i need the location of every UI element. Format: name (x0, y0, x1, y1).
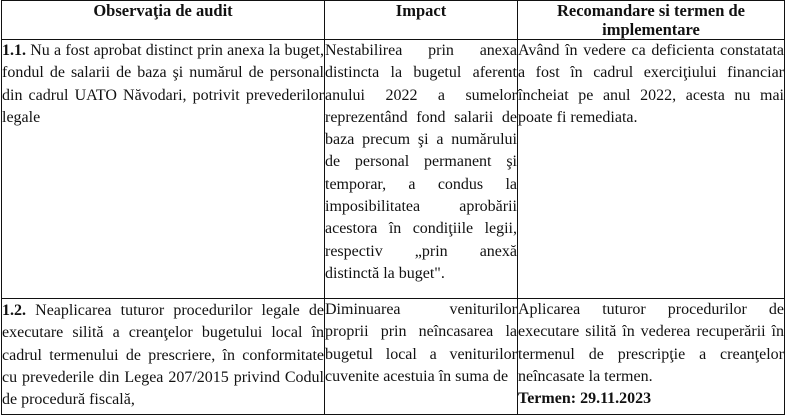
recommendation-text: Aplicarea tuturor procedurilor de executare silită în vederea recuperării în termenul de prescripţie a creanţelor neîncasate la termen. (518, 301, 784, 385)
recommendation-cell (518, 299, 785, 415)
audit-table (1, 0, 785, 415)
impact-cell (325, 299, 518, 415)
observation-cell (2, 40, 325, 299)
table-row (2, 40, 785, 299)
header-recommendation: Recomandare si termen de implementare (518, 1, 785, 40)
impact-text: Nestabilirea prin anexa distincta la bugetul aferent anului 2022 a sumelor reprezentând fond salarii de baza precum şi a numărului de personal permanent şi temporar, a condus la imposibilitatea aprobării acestora în condiţiile legii, respectiv „prin anexă distinctă la buget". (325, 42, 517, 282)
header-row (2, 1, 785, 40)
row-number: 1.2. (2, 302, 26, 319)
observation-text: Neaplicarea tuturor procedurilor legale de executare silită a creanţelor bugetului local în cadrul termenului de prescriere, în conformitate cu prevederile din Legea 207/2015 privind Codul de procedură fiscală, (2, 302, 324, 409)
row-number: 1.1. (2, 42, 26, 59)
table-row (2, 299, 785, 415)
recommendation-cell (518, 40, 785, 299)
impact-text: Diminuarea veniturilor proprii prin neîncasarea la bugetul local a veniturilor cuvenite acestuia în suma de (325, 301, 517, 385)
observation-cell (2, 299, 325, 415)
observation-text: Nu a fost aprobat distinct prin anexa la buget, fondul de salarii de baza şi numărul de personal din cadrul UATO Năvodari, potrivit prevederilor legale (2, 42, 324, 126)
header-impact: Impact (325, 1, 518, 40)
impact-cell (325, 40, 518, 299)
header-observation: Observaţia de audit (2, 1, 325, 40)
recommendation-text: Având în vedere ca deficienta constatata a fost în cadrul exerciţiului financiar încheiat pe anul 2022, acesta nu mai poate fi remediata. (518, 42, 784, 126)
deadline: Termen: 29.11.2023 (518, 390, 652, 408)
